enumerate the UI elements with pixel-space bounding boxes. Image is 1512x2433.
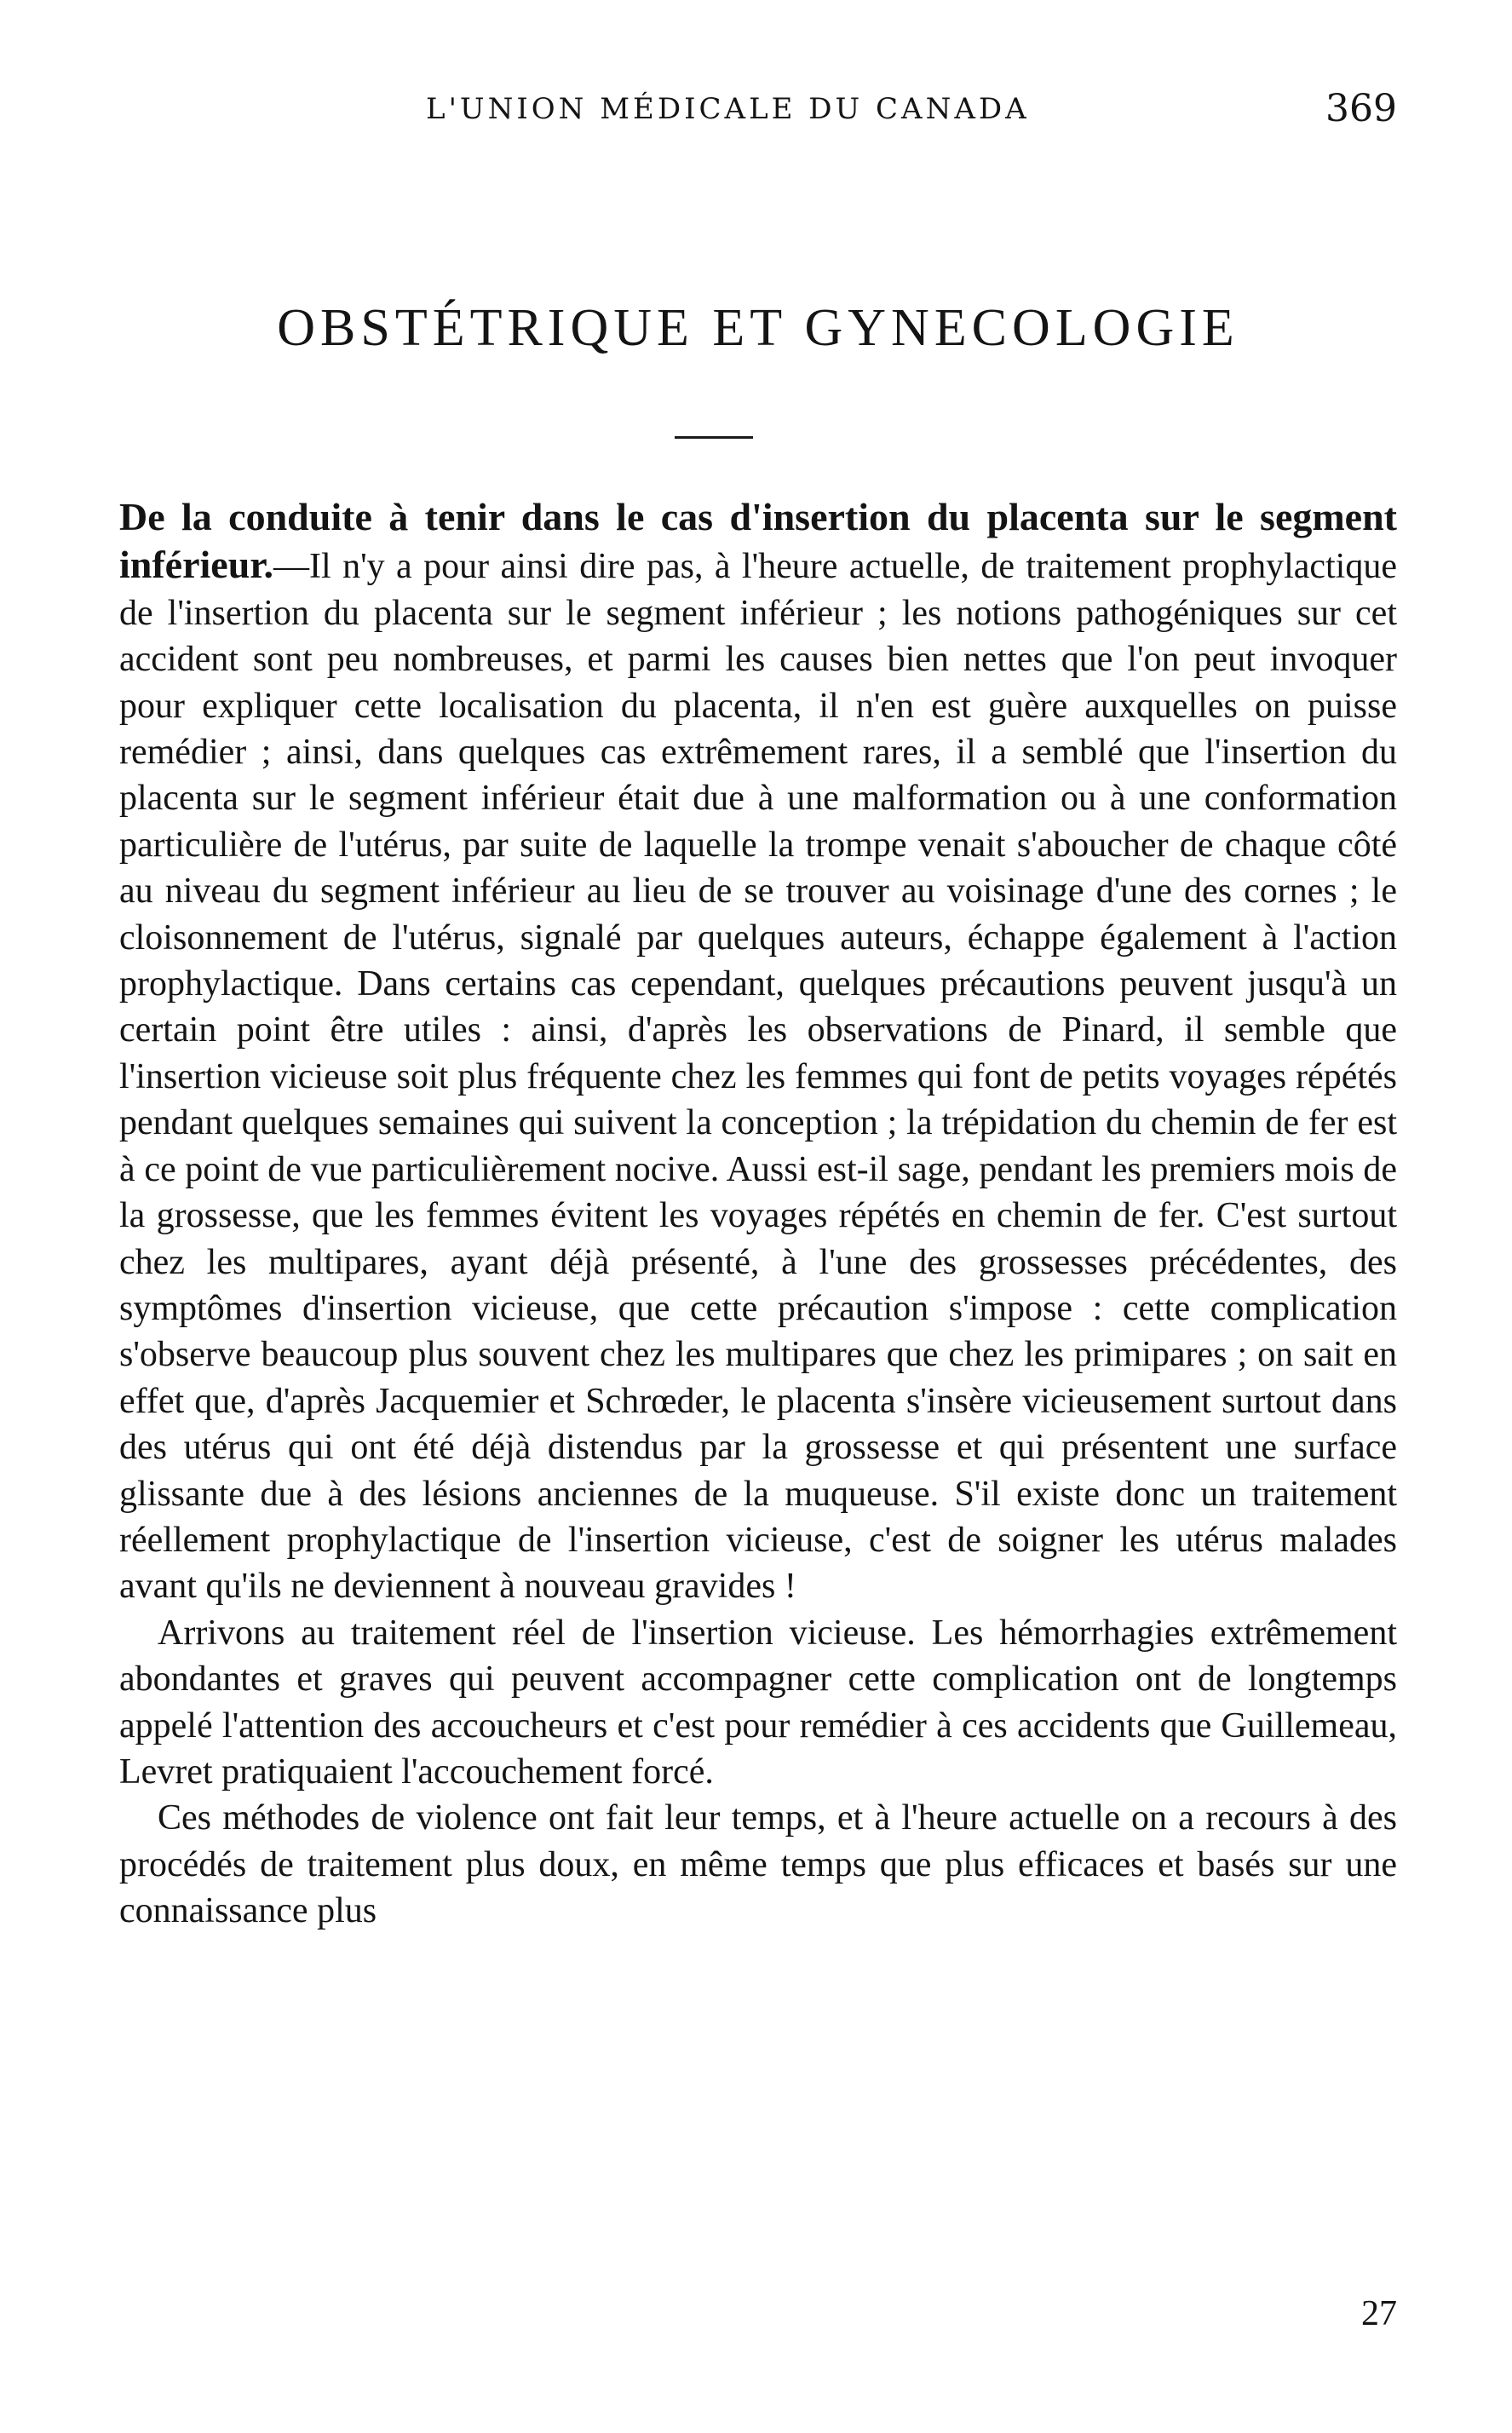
section-title: OBSTÉTRIQUE ET GYNECOLOGIE [277, 299, 1239, 357]
journal-title: L'UNION MÉDICALE DU CANADA [426, 92, 1030, 126]
page-number: 369 [1325, 87, 1397, 130]
title-divider [675, 436, 753, 439]
article-lead-title: De la conduite à tenir dans le cas d'insertion du placenta sur le segment inférieur. [119, 495, 1397, 587]
article-paragraph: Arrivons au traitement réel de l'insertion vicieuse. Les hémorrhagies extrêmement abondantes et graves qui peuvent accompagner cette complication ont de longtemps appelé l'attention des accoucheurs et c'est pour remédier à ces accidents que Guillemeau, Levret pratiquaient l'accouchement forcé. [119, 1613, 1397, 1792]
article-paragraph: Ces méthodes de violence ont fait leur temps, et à l'heure actuelle on a recours à des procédés de traitement plus doux, en même temps que plus efficaces et basés sur une connaissance plus [119, 1798, 1397, 1931]
article-paragraph [119, 494, 1397, 1610]
article-body [119, 494, 1397, 1935]
signature-mark: 27 [1361, 2294, 1397, 2333]
paragraph-text: —Il n'y a pour ainsi dire pas, à l'heure actuelle, de traitement prophylactique de l'insertion du placenta sur le segment inférieur ; les notions pathogéniques sur cet accident sont peu nombreuses, et parmi les causes bien nettes que l'on peut invoquer pour expliquer cette localisation du placenta, il n'en est guère auxquelles on puisse remédier ; ainsi, dans quelques cas extrêmement rares, il a semblé que l'insertion du placenta sur le segment inférieur était due à une malformation ou à une conformation particulière de l'utérus, par suite de laquelle la trompe venait s'aboucher de chaque côté au niveau du segment inférieur au lieu de se trouver au voisinage d'une des cornes ; le cloisonnement de l'utérus, signalé par quelques auteurs, échappe également à l'action prophylactique. Dans certains cas cependant, quelques précautions peuvent jusqu'à un certain point être utiles : ainsi, d'après les observations de Pinard, il semble que l'insertion vicieuse soit plus fréquente chez les femmes qui font de petits voyages répétés pendant quelques semaines qui suivent la conception ; la trépidation du chemin de fer est à ce point de vue particulièrement nocive. Aussi est-il sage, pendant les premiers mois de la grossesse, que les femmes évitent les voyages répétés en chemin de fer. C'est surtout chez les multipares, ayant déjà présenté, à l'une des grossesses précédentes, des symptômes d'insertion vicieuse, que cette précaution s'impose : cette complication s'observe beaucoup plus souvent chez les multipares que chez les primipares ; on sait en effet que, d'après Jacquemier et Schrœder, le placenta s'insère vicieusement surtout dans des utérus qui ont été déjà distendus par la grossesse et qui présentent une surface glissante due à des lésions anciennes de la muqueuse. S'il existe donc un traitement réellement prophylactique de l'insertion vicieuse, c'est de soigner les utérus malades avant qu'ils ne deviennent à nouveau gravides ! [119, 547, 1397, 1607]
running-header [119, 87, 1397, 143]
